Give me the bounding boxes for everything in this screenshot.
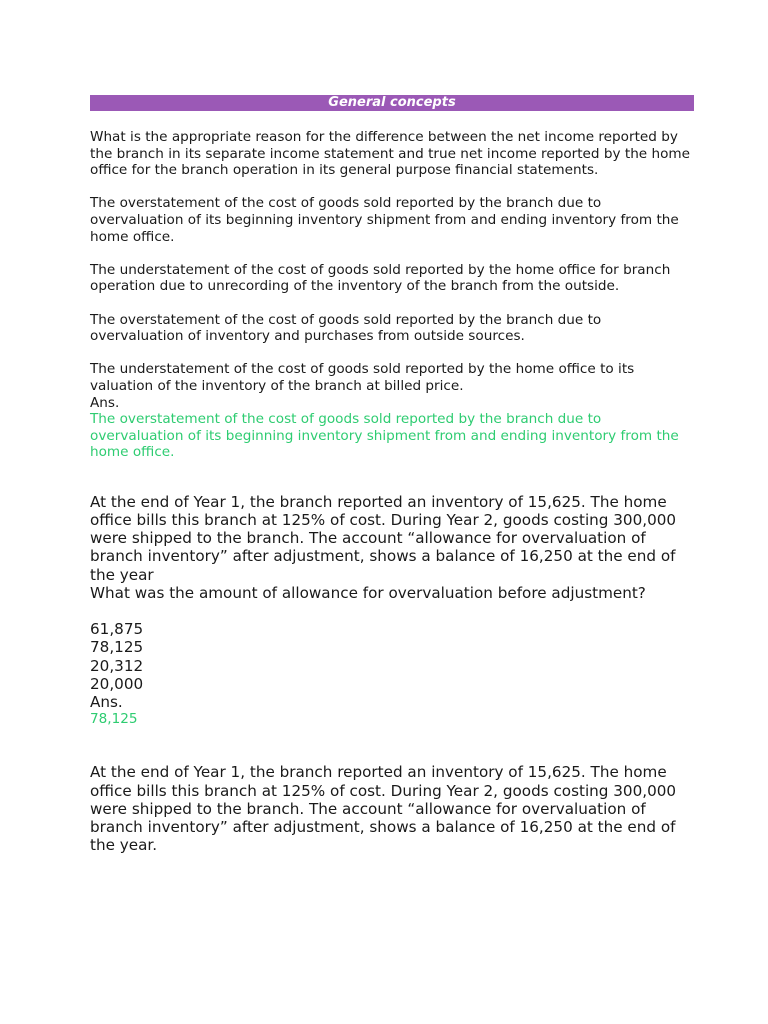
- question-2-option-c: 20,312: [90, 656, 144, 675]
- section-banner: [90, 95, 694, 111]
- question-1-ans-label: Ans.: [90, 394, 120, 411]
- question-1: [90, 129, 694, 461]
- question-2: [90, 493, 694, 728]
- question-2-ans-label: Ans.: [90, 693, 123, 712]
- question-1-option-c: The overstatement of the cost of goods sold reported by the branch due to overvaluation of inventory and purchases from outside sources.: [90, 311, 602, 345]
- question-2-option-b: 78,125: [90, 638, 144, 657]
- question-1-option-b: The understatement of the cost of goods sold reported by the home office for branch operation due to unrecording of the inventory of the branch from the outside.: [90, 261, 671, 295]
- question-3-text: At the end of Year 1, the branch reported an inventory of 15,625. The home office bills this branch at 125% of cost. During Year 2, goods costing 300,000 were shipped to the branch. The account “allowance for overvaluation of branch inventory” after adjustment, shows a balance of 16,250 at the end of the year.: [90, 763, 677, 855]
- question-2-text: At the end of Year 1, the branch reported an inventory of 15,625. The home office bills this branch at 125% of cost. During Year 2, goods costing 300,000 were shipped to the branch. The account “allowance for overvaluation of branch inventory” after adjustment, shows a balance of 16,250 at the end of the year: [90, 492, 677, 584]
- question-1-text: What is the appropriate reason for the difference between the net income reported by the branch in its separate income statement and true net income reported by the home office for the branch operation in its general purpose financial statements.: [90, 129, 691, 179]
- question-1-answer: The overstatement of the cost of goods sold reported by the branch due to overvaluation of its beginning inventory shipment from and ending inventory from the home office.: [90, 411, 679, 461]
- question-2-prompt: What was the amount of allowance for overvaluation before adjustment?: [90, 583, 646, 602]
- section-title: General concepts: [328, 95, 456, 110]
- question-2-option-a: 61,875: [90, 620, 144, 639]
- document-page: [90, 95, 694, 854]
- question-1-option-d: The understatement of the cost of goods sold reported by the home office to its valuation of the inventory of the branch at billed price.: [90, 361, 635, 394]
- question-2-options: [90, 620, 694, 728]
- question-1-option-a: The overstatement of the cost of goods sold reported by the branch due to overvaluation of its beginning inventory shipment from and ending inventory from the home office.: [90, 195, 679, 245]
- question-3: [90, 763, 694, 854]
- question-2-answer: 78,125: [90, 711, 138, 728]
- question-2-option-d: 20,000: [90, 674, 144, 693]
